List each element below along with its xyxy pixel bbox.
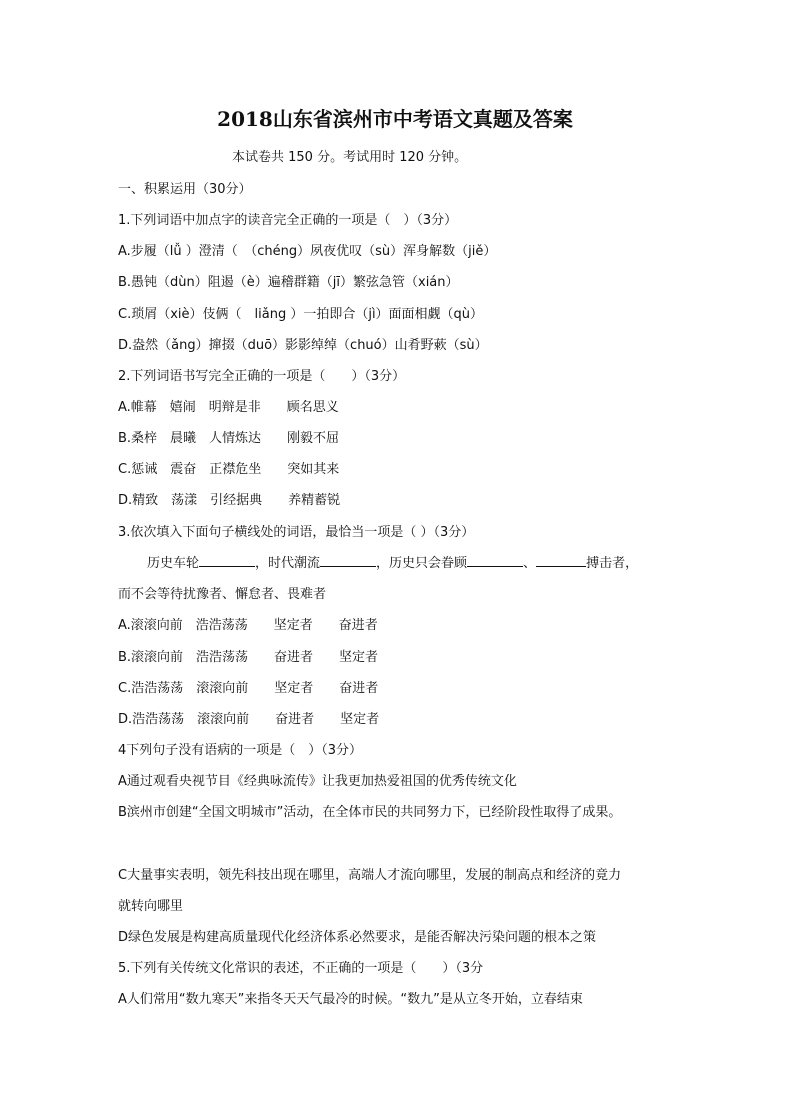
section-heading: 一、积累运用（30分） [118, 182, 252, 197]
q2-option-a: A.帷幕 嬉闹 明辩是非 顾名思义 [118, 400, 339, 415]
q4-option-d: D绿色发展是构建高质量现代化经济体系必然要求，是能否解决污染问题的根本之策 [118, 930, 597, 945]
q1-option-a: A.步履（lǚ ）澄清（ （chéng）夙夜优叹（sù）浑身解数（jiě） [118, 244, 497, 259]
q3-option-d: D.浩浩荡荡 滚滚向前 奋进者 坚定者 [118, 712, 380, 727]
q1-option-b: B.愚钝（dùn）阻遏（è）遍稽群籍（jī）繁弦急管（xián） [118, 275, 459, 290]
fill-blank [199, 553, 255, 567]
q5-stem: 5.下列有关传统文化常识的表述，不正确的一项是（ ）（3分 [118, 961, 484, 976]
q1-option-d: D.盎然（ǎng）撺掇（duō）影影绰绰（chuó）山肴野蔌（sù） [118, 338, 488, 353]
q3-option-c: C.浩浩荡荡 滚滚向前 坚定者 奋进者 [118, 681, 379, 696]
q4-option-c: C大量事实表明，领先科技出现在哪里，高端人才流向哪里，发展的制高点和经济的竟力 [118, 868, 622, 883]
q3-passage [147, 552, 638, 571]
q2-stem: 2.下列词语书写完全正确的一项是（ ）（3分） [118, 369, 406, 384]
q2-option-b: B.桑梓 晨曦 人情炼达 刚毅不屈 [118, 431, 340, 446]
exam-info: 本试卷共 150 分。考试用时 120 分钟。 [232, 150, 468, 165]
q4-option-a: A通过观看央视节目《经典咏流传》让我更加热爱祖国的优秀传统文化 [118, 774, 517, 789]
q2-option-d: D.精致 荡漾 引经据典 养精蓄锐 [118, 493, 341, 508]
q3-passage-part: ，历史只会眷顾 [376, 556, 468, 571]
q3-option-a: A.滚滚向前 浩浩荡荡 坚定者 奋进者 [118, 618, 378, 633]
fill-blank [320, 553, 376, 567]
q3-stem: 3.依次填入下面句子横线处的词语，最恰当一项是（ ）（3分） [118, 525, 475, 540]
q4-option-c-cont: 就转向哪里 [118, 899, 184, 914]
q3-option-b: B.滚滚向前 浩浩荡荡 奋进者 坚定者 [118, 650, 379, 665]
q1-option-c: C.琐屑（xiè）伎俩（ liǎng ）一拍即合（jì）面面相觑（qù） [118, 307, 484, 322]
exam-title: 2018山东省滨州市中考语文真题及答案 [217, 107, 573, 131]
q3-passage-part: 搏击者， [586, 556, 639, 571]
fill-blank [467, 553, 523, 567]
q1-stem: 1.下列词语中加点字的读音完全正确的一项是（ ）（3分） [118, 213, 458, 228]
q3-passage-part: ，时代潮流 [255, 556, 321, 571]
q3-passage-cont: 而不会等待扰豫者、懈怠者、畏难者 [118, 587, 327, 602]
q2-option-c: C.惩诫 震奋 正襟危坐 突如其来 [118, 462, 340, 477]
q4-option-b: B滨州市创建“全国文明城市”活动，在全体市民的共同努力下，已经阶段性取得了成果。 [118, 805, 622, 820]
q5-option-a: A人们常用“数九寒天”来指冬天天气最冷的时候。“数九”是从立冬开始，立春结束 [118, 992, 583, 1007]
q3-passage-part: 历史车轮 [147, 556, 200, 571]
fill-blank [536, 553, 586, 567]
q4-stem: 4下列句子没有语病的一项是（ ）（3分） [118, 743, 363, 758]
q3-passage-part: 、 [523, 556, 537, 571]
